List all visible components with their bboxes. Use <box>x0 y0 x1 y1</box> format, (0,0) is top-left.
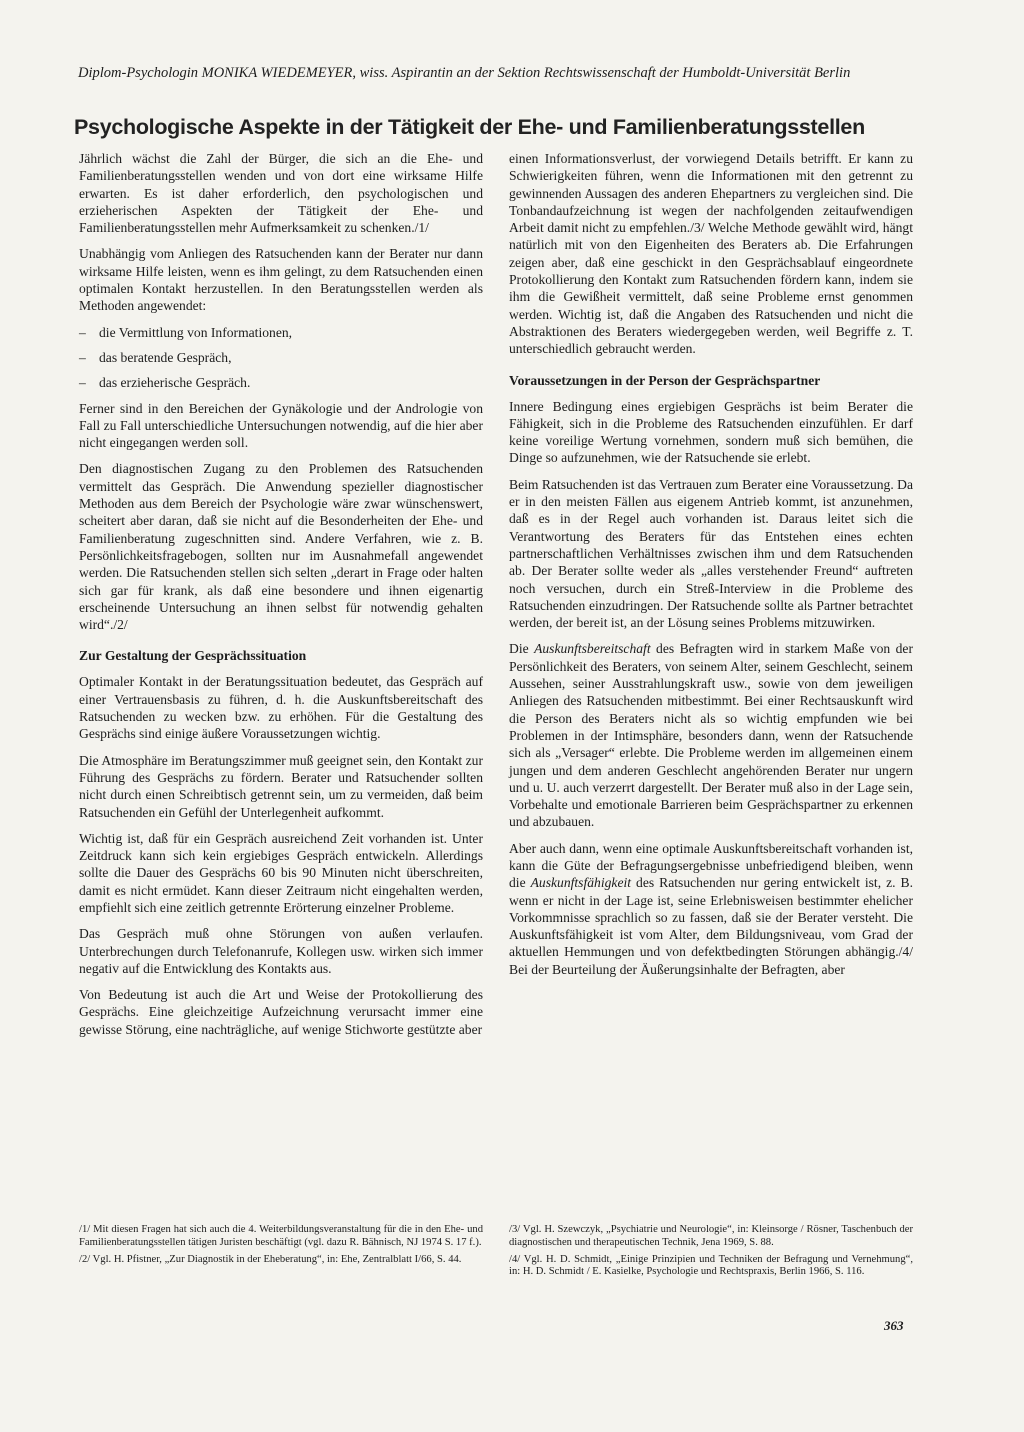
paragraph: Innere Bedingung eines ergiebigen Gesprächs ist beim Berater die Fähigkeit, sich in die Probleme des Ratsuchenden einzufühlen. Er darf keine voreilige Wertung vornehmen, sondern muß sich bemühen, die Dinge so aufzunehmen, wie der Ratsuchende sie erlebt. <box>509 398 913 466</box>
paragraph: Optimaler Kontakt in der Beratungssituation bedeutet, das Gespräch auf einer Vertrauensbasis zu führen, d. h. die Auskunftsbereitschaft des Ratsuchenden zu wecken bzw. zu erhöhen. Für die Gestaltung des Gesprächs sind einige äußere Voraussetzungen wichtig. <box>79 674 483 742</box>
text-run: Aber auch dann, wenn eine optimale Auskunftsbereitschaft vorhanden ist, kann die Güte der Befragungsergebnisse unbefriedigend bleiben, wenn die <box>509 840 913 891</box>
right-column <box>509 150 913 987</box>
paragraph: Ferner sind in den Bereichen der Gynäkologie und der Andrologie von Fall zu Fall unterschiedliche Untersuchungen notwendig, auf die hier aber nicht eingegangen werden soll. <box>79 400 483 451</box>
article-title: Psychologische Aspekte in der Tätigkeit der Ehe- und Familienberatungsstellen <box>74 115 865 139</box>
paragraph <box>509 640 913 830</box>
emphasis-term: Auskunftsbereitschaft <box>534 641 651 657</box>
paragraph <box>509 840 913 978</box>
list-item: – die Vermittlung von Informationen, <box>79 324 483 341</box>
section-heading: Zur Gestaltung der Gesprächssituation <box>79 648 307 664</box>
paragraph: einen Informationsverlust, der vorwiegend Details betrifft. Er kann zu Schwierigkeiten führen, wenn die Informationen mit den getrennt zu gewinnenden Aussagen des anderen Ehepartners zu vergleichen sind. Die Tonbandaufzeichnung ist wegen der nachfolgenden zeitaufwendigen Arbeit damit nicht zu empfehlen./3/ Welche Methode gewählt wird, hängt natürlich mit von den Eigenheiten des Beraters ab. Die Erfahrungen zeigen aber, daß eine geschickt in den Gesprächsablauf eingeordnete Protokollierung den Kontakt zum Ratsuchenden fördern kann, indem sie ihm die Gewißheit vermittelt, daß seine Probleme ernst genommen werden. Wichtig ist, daß die Angaben des Ratsuchenden und nicht die Abstraktionen des Beraters wiedergegeben werden, weil Begriffe z. T. unterschiedlich gebraucht werden. <box>509 151 913 357</box>
footnote: /3/ Vgl. H. Szewczyk, „Psychiatrie und Neurologie“, in: Kleinsorge / Rösner, Taschenbuch der diagnostischen und therapeutischen Technik, Jena 1969, S. 88. <box>509 1224 913 1248</box>
paragraph: Den diagnostischen Zugang zu den Problemen des Ratsuchenden vermittelt das Gespräch. Die Anwendung spezieller diagnostischer Methoden aus dem Bereich der Psychologie wäre zwar wünschenswert, scheitert aber daran, daß sie nicht auf die Besonderheiten der Ehe- und Familienberatung zugeschnitten sind. Andere Verfahren, wie z. B. Persönlichkeitsfragebogen, sollten nur im Ausnahmefall angewendet werden. Die Ratsuchenden stellen sich selten „derart in Frage oder halten sich gar für krank, als daß eine besondere und ihnen eigenartig erscheinende Untersuchung an ihnen selbst für notwendig gehalten wird“./2/ <box>79 461 483 633</box>
footnote: /1/ Mit diesen Fragen hat sich auch die 4. Weiterbildungsveranstaltung für die in den Ehe- und Familienberatungsstellen tätigen Juristen beschäftigt (vgl. dazu R. Bähnisch, NJ 1974 S. 17 f.). <box>79 1224 483 1248</box>
text-run: Die <box>509 641 535 657</box>
paragraph: Beim Ratsuchenden ist das Vertrauen zum Berater eine Voraussetzung. Da er in den meisten Fällen aus eigenem Antrieb kommt, ist anzunehmen, daß es in der Regel auch vorhanden ist. Daraus leitet sich die Verantwortung des Beraters für das Entstehen eines echten partnerschaftlichen Verhältnisses zwischen ihm und dem Ratsuchenden ab. Der Berater sollte weder als „alles verstehender Freund“ auftreten noch versuchen, durch ein Streß-Interview in die Probleme des Ratsuchenden einzudringen. Der Ratsuchende sollte als Partner betrachtet werden, der bereit ist, an der Lösung seines Problems mitzuwirken. <box>509 476 913 631</box>
text-run: des Befragten wird in starkem Maße von der Persönlichkeit des Beraters, von seinem Alter, seinem Geschlecht, seinem Aussehen, seiner Ausstrahlungskraft usw., sowie von dem jeweiligen Anliegen des Ratsuchenden mitbestimmt. Bei einer Rechtsauskunft wird die Person des Beraters nicht als so wichtig empfunden wie bei Problemen in der Intimsphäre, besonders dann, wenn der Ratsuchende sich als „Versager“ erlebte. Die Probleme werden im allgemeinen einem jungen und dem anderen Geschlecht angehörenden Berater nur ungern und u. U. auch verzerrt dargestellt. Der Berater muß also in der Lage sein, Vorbehalte und emotionale Barrieren beim Gesprächspartner zu erkennen und abzubauen. <box>509 641 913 830</box>
paragraph: Von Bedeutung ist auch die Art und Weise der Protokollierung des Gesprächs. Eine gleichzeitige Aufzeichnung verursacht immer eine gewisse Störung, eine nachträgliche, auf wenige Stichworte gestützte aber <box>79 987 483 1037</box>
list-item: – das erzieherische Gespräch. <box>79 374 483 391</box>
paragraph: Wichtig ist, daß für ein Gespräch ausreichend Zeit vorhanden ist. Unter Zeitdruck kann sich kein ergiebiges Gespräch entwickeln. Allerdings sollte die Dauer des Gesprächs 60 bis 90 Minuten nicht überschreiten, damit es nicht ermüdet. Kann dieser Zeitraum nicht eingehalten werden, empfiehlt sich eine zeitlich getrennte Erörterung einzelner Probleme. <box>79 830 483 915</box>
section-heading: Voraussetzungen in der Person der Gesprächspartner <box>509 372 821 388</box>
paragraph: Das Gespräch muß ohne Störungen von außen verlaufen. Unterbrechungen durch Telefonanrufe, Kollegen usw. wirken sich immer negativ auf die Entwicklung des Kontakts aus. <box>79 926 483 976</box>
methods-list <box>79 324 483 392</box>
footnotes-left <box>79 1224 483 1270</box>
emphasis-term: Auskunftsfähigkeit <box>530 875 632 891</box>
text-run: des Ratsuchenden nur gering entwickelt ist, z. B. wenn er nicht in der Lage ist, seine Erlebnisweisen bestimmter ehelicher Vorkommnisse sprachlich so zu fassen, daß sie der Berater versteht. Die Auskunftsfähigkeit ist vom Alter, dem Bildungsniveau, vom Grad der aktuellen Hemmungen und von defektbedingten Störungen abhängig./4/ Bei der Beurteilung der Äußerungsinhalte der Befragten, aber <box>509 875 913 977</box>
paragraph: Unabhängig vom Anliegen des Ratsuchenden kann der Berater nur dann wirksame Hilfe leisten, wenn es ihm gelingt, zu dem Ratsuchenden einen optimalen Kontakt herzustellen. In den Beratungsstellen werden als Methoden angewendet: <box>79 246 483 314</box>
author-byline: Diplom-Psychologin MONIKA WIEDEMEYER, wiss. Aspirantin an der Sektion Rechtswissenschaft der Humboldt-Universität Berlin <box>78 65 851 81</box>
list-item: – das beratende Gespräch, <box>79 349 483 366</box>
paragraph: Die Atmosphäre im Beratungszimmer muß geeignet sein, den Kontakt zur Führung des Gesprächs zu fördern. Berater und Ratsuchender sollten nicht durch einen Schreibtisch getrennt sein, um zu vermeiden, daß beim Ratsuchenden ein Gefühl der Unterlegenheit aufkommt. <box>79 752 483 820</box>
left-column <box>79 150 483 1047</box>
paragraph: Jährlich wächst die Zahl der Bürger, die sich an die Ehe- und Familienberatungsstellen wenden und von dort eine wirksame Hilfe erwarten. Es ist daher erforderlich, den psychologischen und erzieherischen Aspekten der Tätigkeit der Ehe- und Familienberatungsstellen mehr Aufmerksamkeit zu schenken./1/ <box>79 151 483 236</box>
footnotes-right <box>509 1224 913 1283</box>
footnote: /2/ Vgl. H. Pfistner, „Zur Diagnostik in der Eheberatung“, in: Ehe, Zentralblatt I/66, S. 44. <box>79 1253 462 1265</box>
page-number: 363 <box>884 1318 904 1333</box>
footnote: /4/ Vgl. H. D. Schmidt, „Einige Prinzipien und Techniken der Befragung und Vernehmung“, in: H. D. Schmidt / E. Kasielke, Psychologie und Rechtspraxis, Berlin 1966, S. 116. <box>509 1253 913 1278</box>
